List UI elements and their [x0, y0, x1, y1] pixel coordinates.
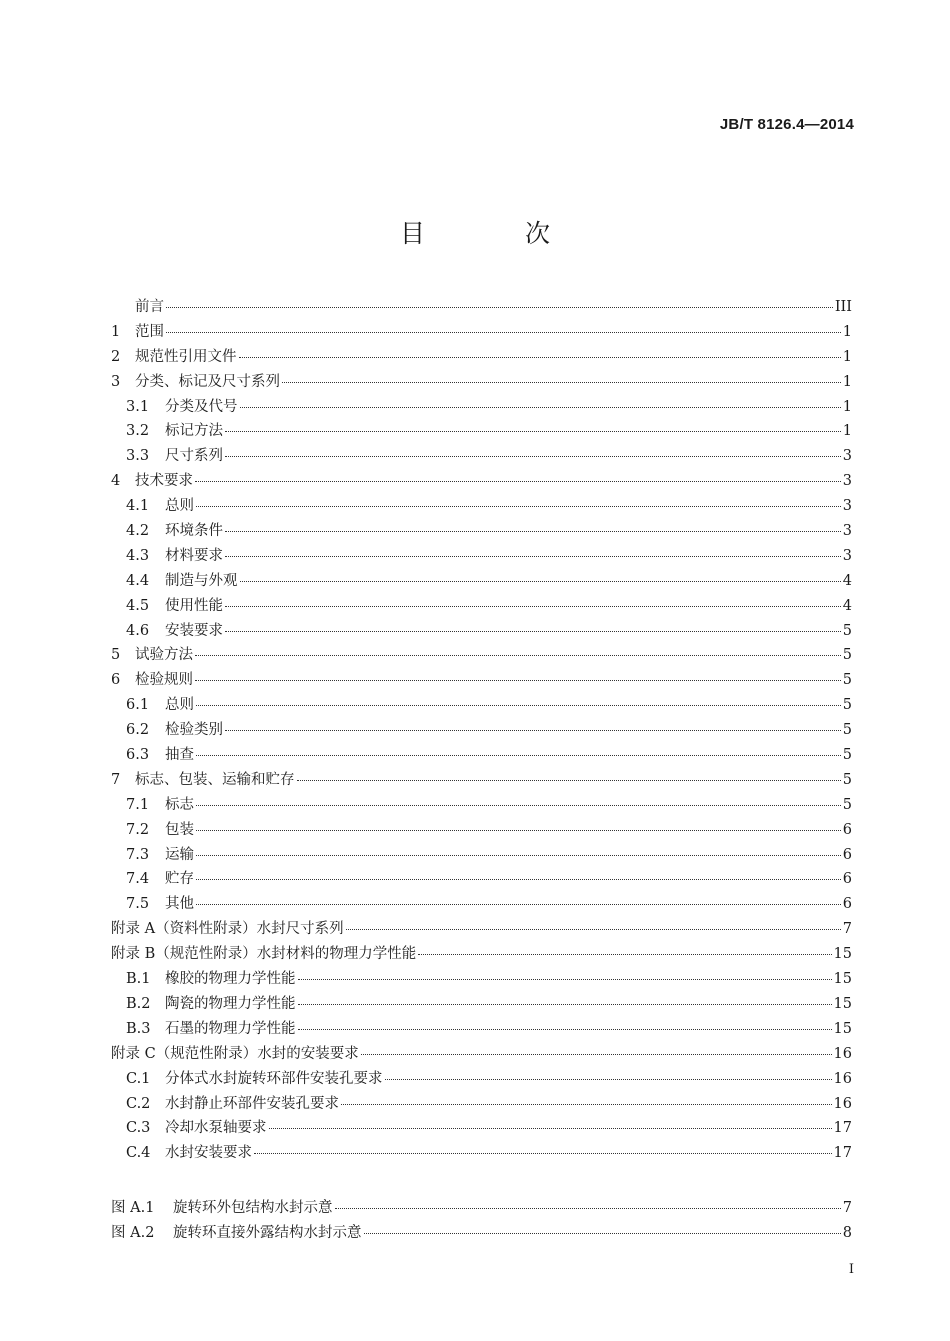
toc-entry-page: 4	[842, 597, 852, 614]
toc-dot-leader	[335, 1208, 841, 1209]
toc-entry[interactable]	[111, 1141, 852, 1166]
toc-dot-leader	[282, 382, 841, 383]
toc-dot-leader	[225, 456, 841, 457]
toc-entry-label: 水封安装要求	[165, 1145, 252, 1162]
toc-entry-label: 前言	[135, 299, 164, 315]
toc-entry-number: 3.3	[126, 448, 150, 465]
toc-entry-page: 17	[833, 1120, 852, 1137]
toc-entry-number: C.1	[126, 1070, 151, 1087]
toc-entry[interactable]	[111, 718, 852, 743]
figure-list	[111, 1196, 852, 1246]
toc-entry-number: 7.5	[126, 896, 150, 913]
toc-entry[interactable]	[111, 1042, 852, 1067]
toc-dot-leader	[240, 407, 841, 408]
toc-entry-label: 分类、标记及尺寸系列	[135, 373, 280, 390]
toc-entry-number: 图 A.1	[111, 1200, 155, 1216]
toc-entry-number: B.2	[126, 995, 151, 1012]
toc-entry-number: 7.2	[126, 821, 150, 838]
toc-entry-label: 贮存	[165, 871, 194, 888]
toc-entry-page: 3	[842, 547, 852, 564]
toc-entry[interactable]	[111, 668, 852, 693]
toc-entry-page: 7	[842, 1200, 852, 1216]
toc-entry-page: 6	[842, 896, 852, 913]
toc-dot-leader	[298, 1004, 832, 1005]
toc-dot-leader	[240, 581, 841, 582]
toc-entry-page: 5	[842, 697, 852, 714]
toc-entry[interactable]	[111, 569, 852, 594]
toc-entry-label: 制造与外观	[165, 572, 238, 589]
toc-entry-label: 旋转环外包结构水封示意	[173, 1200, 333, 1216]
toc-entry-number: 4.5	[126, 597, 150, 614]
toc-entry-number: 7.3	[126, 846, 150, 863]
toc-entry-number: 6	[111, 672, 121, 689]
toc-entry-label: 其他	[165, 896, 194, 913]
toc-entry[interactable]	[111, 419, 852, 444]
toc-entry[interactable]	[111, 469, 852, 494]
toc-entry[interactable]	[111, 892, 852, 917]
toc-entry-page: 5	[842, 771, 852, 788]
toc-entry[interactable]	[111, 1221, 852, 1246]
toc-entry[interactable]	[111, 370, 852, 395]
toc-entry-label: 冷却水泵轴要求	[165, 1120, 267, 1137]
toc-dot-leader	[225, 606, 841, 607]
toc-entry[interactable]	[111, 1092, 852, 1117]
toc-dot-leader	[166, 332, 841, 333]
toc-entry[interactable]	[111, 444, 852, 469]
toc-dot-leader	[269, 1128, 832, 1129]
toc-entry-label: 检验规则	[135, 672, 193, 689]
toc-entry-page: 6	[842, 821, 852, 838]
toc-dot-leader	[239, 357, 841, 358]
toc-dot-leader	[361, 1054, 832, 1055]
toc-entry-page: 15	[833, 995, 852, 1012]
toc-entry[interactable]	[111, 917, 852, 942]
toc-entry[interactable]	[111, 345, 852, 370]
toc-entry-page: 5	[842, 672, 852, 689]
toc-entry-page: 1	[842, 423, 852, 440]
toc-entry-number: 4.4	[126, 572, 150, 589]
toc-entry-number: 3.2	[126, 423, 150, 440]
toc-entry-label: 石墨的物理力学性能	[165, 1020, 296, 1037]
toc-dot-leader	[364, 1233, 841, 1234]
toc-dot-leader	[196, 855, 841, 856]
toc-entry-label: 环境条件	[165, 523, 223, 540]
toc-entry-label: 陶瓷的物理力学性能	[165, 995, 296, 1012]
toc-entry-number: 3	[111, 373, 121, 390]
toc-entry[interactable]	[111, 494, 852, 519]
toc-entry-page: 1	[842, 373, 852, 390]
toc-dot-leader	[195, 655, 841, 656]
toc-entry-label: 材料要求	[165, 547, 223, 564]
toc-dot-leader	[195, 481, 841, 482]
toc-entry[interactable]	[111, 1017, 852, 1042]
toc-entry-page: 3	[842, 473, 852, 490]
toc-entry[interactable]	[111, 867, 852, 892]
toc-entry-label: 规范性引用文件	[135, 348, 237, 365]
toc-entry-label: 分体式水封旋转环部件安装孔要求	[165, 1070, 383, 1087]
toc-entry-number: 7.1	[126, 796, 150, 813]
toc-dot-leader	[385, 1079, 832, 1080]
toc-entry-page: 16	[833, 1045, 852, 1062]
toc-dot-leader	[166, 307, 833, 308]
toc-entry-number: 5	[111, 647, 121, 664]
toc-entry-page: 5	[842, 622, 852, 639]
toc-entry[interactable]	[111, 519, 852, 544]
toc-entry-page: 6	[842, 871, 852, 888]
document-code: JB/T 8126.4—2014	[719, 116, 854, 133]
toc-entry-label: 安装要求	[165, 622, 223, 639]
toc-entry[interactable]	[111, 693, 852, 718]
toc-entry[interactable]	[111, 818, 852, 843]
toc-entry-label: 运输	[165, 846, 194, 863]
toc-dot-leader	[346, 929, 841, 930]
toc-dot-leader	[196, 879, 841, 880]
toc-entry-number: 6.3	[126, 747, 150, 764]
toc-entry-label: 橡胶的物理力学性能	[165, 971, 296, 988]
toc-dot-leader	[225, 631, 841, 632]
toc-entry-page: 8	[842, 1224, 852, 1241]
toc-entry-label: 总则	[165, 697, 194, 714]
toc-entry[interactable]	[111, 295, 852, 320]
toc-entry-page: 1	[842, 348, 852, 365]
toc-entry-page: 7	[842, 921, 852, 938]
toc-dot-leader	[225, 556, 841, 557]
toc-entry-label: 总则	[165, 498, 194, 515]
toc-entry-label: 试验方法	[135, 647, 193, 664]
toc-entry[interactable]	[111, 768, 852, 793]
toc-entry-page: 3	[842, 523, 852, 540]
toc-entry-label: 抽查	[165, 747, 194, 764]
toc-entry-page: 5	[842, 722, 852, 739]
toc-entry-number: 2	[111, 348, 121, 365]
toc-entry-label: 尺寸系列	[165, 448, 223, 465]
toc-entry-page: 6	[842, 846, 852, 863]
toc-entry-label: 旋转环直接外露结构水封示意	[173, 1224, 362, 1241]
toc-entry[interactable]	[111, 643, 852, 668]
toc-entry-page: 15	[833, 946, 852, 963]
toc-entry[interactable]	[111, 743, 852, 768]
toc-entry[interactable]	[111, 793, 852, 818]
toc-entry-number: 4.1	[126, 498, 150, 515]
toc-dot-leader	[418, 954, 831, 955]
toc-entry-number: 4	[111, 473, 121, 490]
toc-entry-label: 附录 C（规范性附录）水封的安装要求	[111, 1045, 359, 1062]
toc-entry[interactable]	[111, 967, 852, 992]
toc-entry[interactable]	[111, 843, 852, 868]
toc-entry-page: 5	[842, 747, 852, 764]
toc-entry-page: 16	[833, 1095, 852, 1112]
toc-entry-label: 标记方法	[165, 423, 223, 440]
toc-entry-page: 5	[842, 796, 852, 813]
toc-entry-label: 标志、包装、运输和贮存	[135, 771, 295, 788]
toc-dot-leader	[196, 705, 841, 706]
toc-entry-label: 附录 B（规范性附录）水封材料的物理力学性能	[111, 946, 417, 963]
toc-entry[interactable]	[111, 320, 852, 345]
toc-entry-label: 水封静止环部件安装孔要求	[165, 1095, 339, 1112]
toc-entry-number: 4.2	[126, 523, 150, 540]
toc-dot-leader	[196, 830, 841, 831]
toc-entry[interactable]	[111, 544, 852, 569]
toc-entry-number: B.1	[126, 971, 151, 988]
toc-dot-leader	[225, 531, 841, 532]
toc-entry-number: 7.4	[126, 871, 150, 888]
table-of-contents	[111, 295, 852, 1166]
toc-entry-page: 4	[842, 572, 852, 589]
toc-entry[interactable]	[111, 395, 852, 420]
toc-entry-page: 1	[842, 398, 852, 415]
toc-entry-page: 3	[842, 498, 852, 515]
toc-dot-leader	[196, 506, 841, 507]
toc-entry-label: 范围	[135, 323, 164, 340]
toc-entry-label: 分类及代号	[165, 398, 238, 415]
toc-entry[interactable]	[111, 1196, 852, 1221]
toc-dot-leader	[298, 1029, 832, 1030]
toc-dot-leader	[196, 805, 841, 806]
toc-entry-number: C.3	[126, 1120, 151, 1137]
toc-entry-page: 15	[833, 971, 852, 988]
toc-entry-number: 4.6	[126, 622, 150, 639]
toc-entry-label: 技术要求	[135, 473, 193, 490]
toc-entry-number: 图 A.2	[111, 1224, 155, 1241]
toc-entry-label: 检验类别	[165, 722, 223, 739]
toc-dot-leader	[225, 730, 841, 731]
toc-entry-number: 4.3	[126, 547, 150, 564]
toc-entry-label: 包装	[165, 821, 194, 838]
toc-entry-page: 15	[833, 1020, 852, 1037]
toc-dot-leader	[195, 680, 841, 681]
toc-entry[interactable]	[111, 1067, 852, 1092]
toc-entry[interactable]	[111, 1116, 852, 1141]
toc-entry-number: 6.1	[126, 697, 150, 714]
toc-entry-number: 3.1	[126, 398, 150, 415]
toc-entry-page: 16	[833, 1070, 852, 1087]
toc-entry-page: 3	[842, 448, 852, 465]
toc-entry-page: 17	[833, 1145, 852, 1162]
toc-dot-leader	[196, 904, 841, 905]
toc-entry-page: 1	[842, 323, 852, 340]
toc-entry-label: 使用性能	[165, 597, 223, 614]
toc-entry[interactable]	[111, 992, 852, 1017]
toc-entry[interactable]	[111, 594, 852, 619]
toc-entry-number: 6.2	[126, 722, 150, 739]
toc-entry-number: C.2	[126, 1095, 151, 1112]
toc-entry-label: 标志	[165, 796, 194, 813]
toc-dot-leader	[297, 780, 841, 781]
toc-entry-number: B.3	[126, 1020, 151, 1037]
toc-dot-leader	[225, 431, 841, 432]
toc-entry-number: 7	[111, 771, 121, 788]
toc-entry-number: C.4	[126, 1145, 151, 1162]
toc-title: 目 次	[400, 219, 596, 248]
toc-entry[interactable]	[111, 942, 852, 967]
toc-dot-leader	[196, 755, 841, 756]
toc-entry-page: 5	[842, 647, 852, 664]
toc-dot-leader	[254, 1153, 832, 1154]
toc-entry-number: 1	[111, 323, 121, 340]
toc-dot-leader	[298, 979, 832, 980]
toc-entry-page: III	[834, 299, 852, 315]
footer-page-number: I	[848, 1262, 854, 1277]
toc-entry-label: 附录 A（资料性附录）水封尺寸系列	[111, 921, 344, 938]
toc-dot-leader	[341, 1104, 832, 1105]
toc-entry[interactable]	[111, 619, 852, 644]
